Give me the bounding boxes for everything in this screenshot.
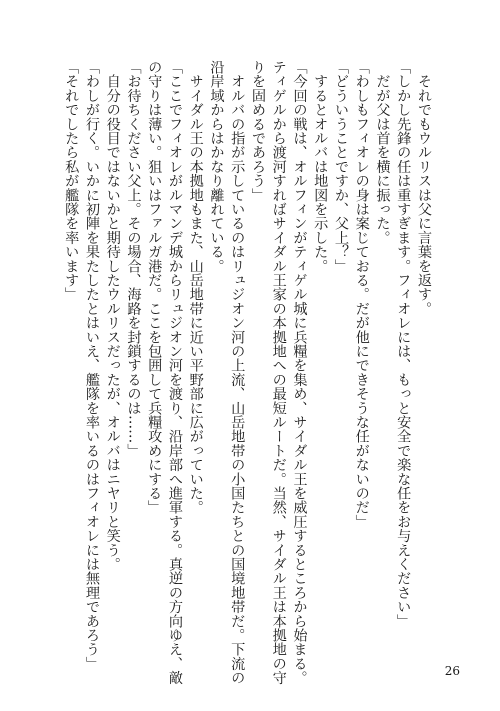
text-line: の守りは薄い。狙いはファルガ港だ。ここを包囲して兵糧攻めにする」	[146, 60, 163, 515]
text-line: 「ここでフィオレがルマンデ城からリュジオン河を渡り、沿岸部へ進軍する。真逆の方向ゆえ、敵	[167, 60, 183, 685]
text-line: 「しかし先鋒の任は重すぎます。フィオレには、もっと安全で楽な任をお与えください」	[395, 60, 412, 628]
text-line: 「どういうことですか、父上？」	[333, 60, 349, 273]
text-line: 「今回の戦は、オルフィンがティゲル城に兵糧を集め、サイダル王を威圧するところから始まる。	[291, 60, 308, 685]
text-line: 「わしもフィオレの身は案じておる。だが他にできそうな任がないのだ」	[353, 60, 370, 529]
text-line: 「わしが行く。いかに初陣を果たしたとはいえ、艦隊を率いるのはフィオレには無理であろう」	[84, 60, 100, 671]
vertical-text-body	[61, 60, 435, 685]
text-line: 「お待ちください父上。その場合、海路を封鎖するのは……」	[125, 60, 142, 458]
text-line: するとオルバは地図を示した。	[312, 60, 329, 273]
text-line: 「それでしたら私が艦隊を率います」	[63, 60, 80, 302]
text-line: ティゲルから渡河すればサイダル王家の本拠地への最短ルートだ。当然、サイダル王は本拠地の守	[270, 60, 287, 685]
text-line: 自分の役目ではないかと期待したウルリスだったが、オルバはニヤリと笑う。	[104, 60, 121, 572]
text-line: りを固めるであろう」	[250, 60, 266, 202]
text-line: 沿岸域からはかなり離れている。	[208, 60, 225, 273]
page-number: 26	[444, 664, 460, 678]
text-line: オルバの指が示しているのはリュジオン河の上流、山岳地帯の小国たちとの国境地帯だ。下流の	[229, 60, 246, 685]
text-line: だが父は首を横に振った。	[374, 60, 391, 245]
text-line: それでもウルリスは父に言葉を返す。	[416, 60, 432, 316]
text-line: サイダル王の本拠地もまた、山岳地帯に近い平野部に広がっていた。	[187, 60, 204, 515]
